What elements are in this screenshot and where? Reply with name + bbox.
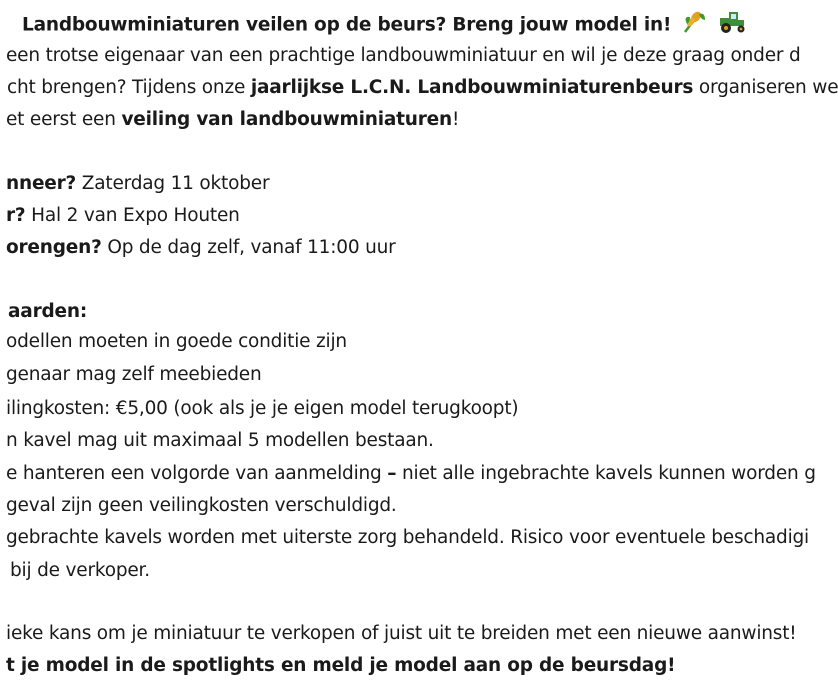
wheat-icon (681, 10, 707, 41)
page-title: Landbouwminiaturen veilen op de beurs? Breng jouw model in! (22, 14, 672, 36)
info-where: r? Hal 2 van Expo Houten (6, 205, 240, 226)
intro-line-1: een trotse eigenaar van een prachtige landbouwminiatuur en wil je deze graag onder d (6, 45, 801, 66)
condition-order-1: e hanteren een volgorde van aanmelding – niet alle ingebrachte kavels kunnen worden g (6, 463, 816, 484)
intro-line-3: et eerst een veiling van landbouwminiaturen! (6, 109, 460, 130)
conditions-heading: aarden: (8, 301, 88, 322)
condition-item: n kavel mag uit maximaal 5 modellen bestaan. (6, 430, 434, 451)
title-line (22, 10, 747, 41)
info-when: nneer? Zaterdag 11 oktober (6, 173, 270, 194)
condition-care-1: gebrachte kavels worden met uiterste zorg behandeld. Risico voor eventuele beschadigi (6, 527, 809, 548)
closing-line-2: t je model in de spotlights en meld je model aan op de beursdag! (6, 655, 676, 676)
intro-line-2: cht brengen? Tijdens onze jaarlijkse L.C.N. Landbouwminiaturenbeurs organiseren we (7, 77, 838, 98)
condition-item: odellen moeten in goede conditie zijn (6, 331, 347, 352)
closing-line-1: ieke kans om je miniatuur te verkopen of juist uit te breiden met een nieuwe aanwinst! (6, 623, 797, 644)
condition-item: ilingkosten: €5,00 (ook als je je eigen model terugkoopt) (6, 398, 519, 419)
tractor-icon (717, 10, 747, 41)
condition-order-2: geval zijn geen veilingkosten verschuldigd. (6, 495, 397, 516)
condition-item: genaar mag zelf meebieden (6, 364, 262, 385)
condition-care-2: bij de verkoper. (10, 560, 150, 581)
info-bring: orengen? Op de dag zelf, vanaf 11:00 uur (6, 237, 396, 258)
